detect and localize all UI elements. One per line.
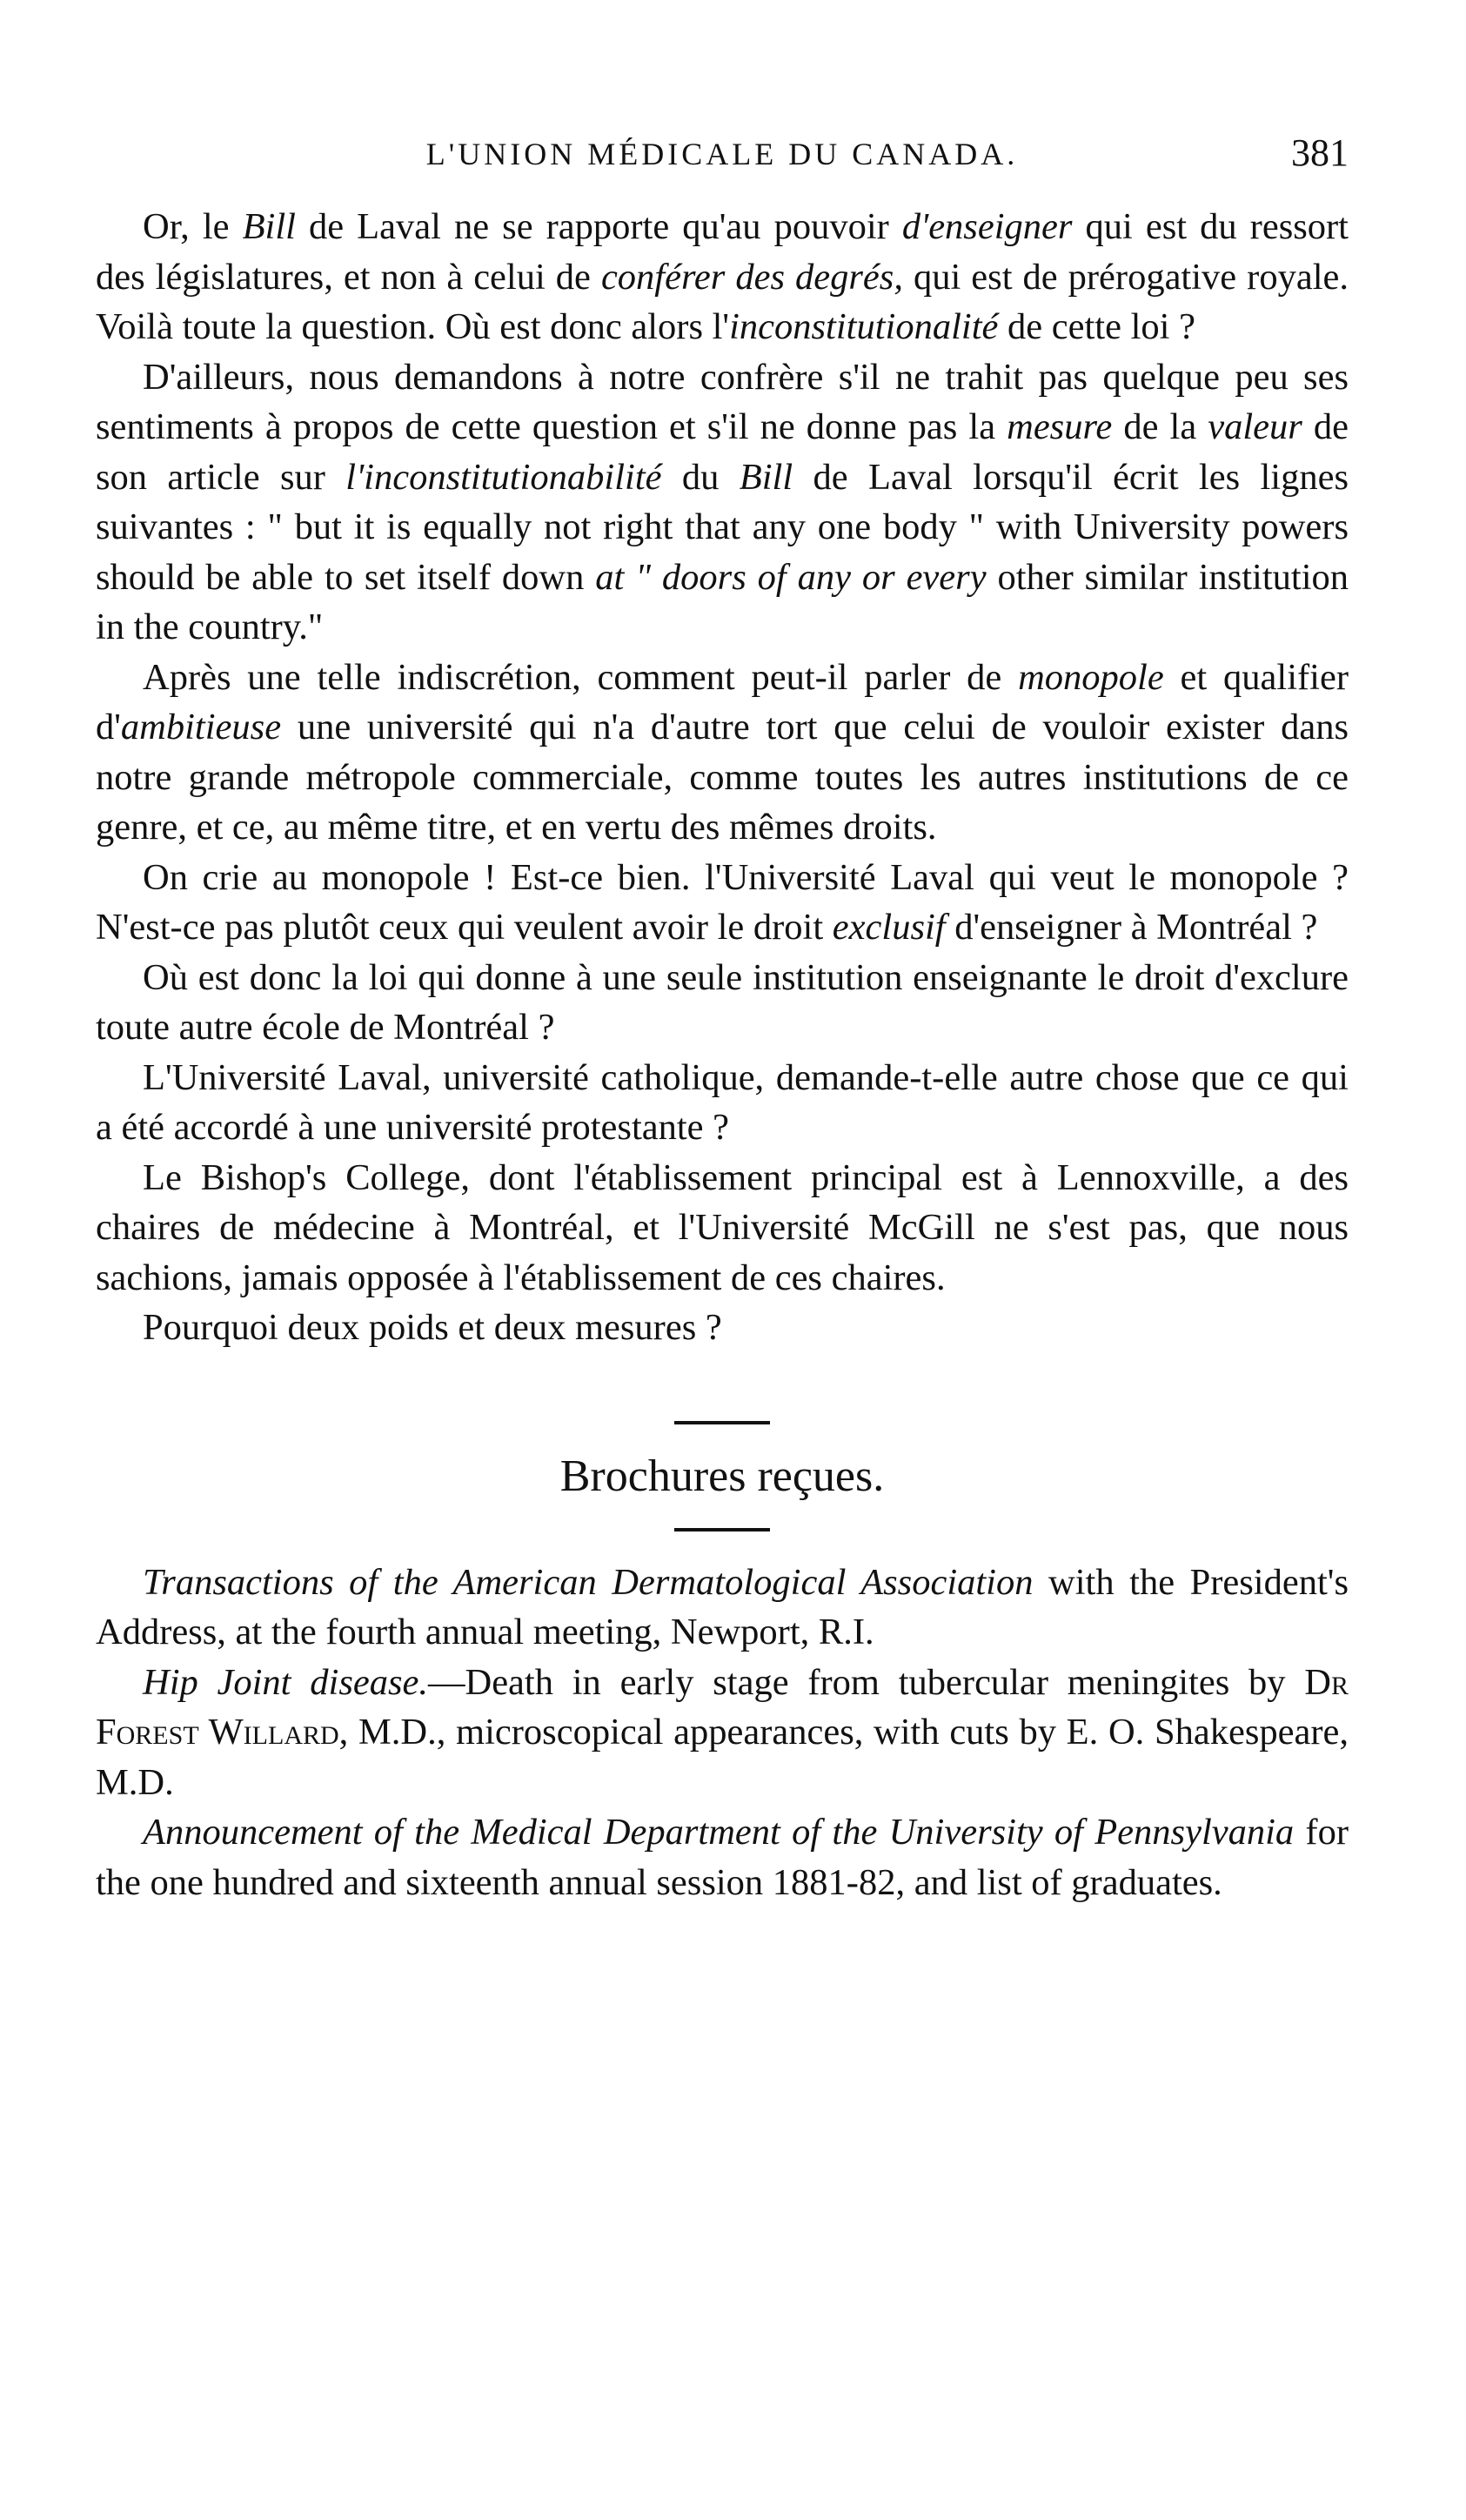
text-run: Où est donc la loi qui donne à une seule institution enseignante le droit d'exclure toute autre école de Montréal ? [96, 956, 1349, 1048]
italic-text: l'inconstitutionabilité [345, 456, 662, 498]
italic-text: conférer des degrés, [600, 256, 903, 298]
text-run: D'ailleurs, nous demandons à notre confrère s'il ne trahit pas quelque peu ses sentiments à propos de cette question et s'il ne donne pas la [96, 356, 1349, 447]
italic-text: d'enseigner [901, 206, 1073, 247]
article-paragraph [96, 202, 1349, 352]
text-run: for the one hundred and sixteenth annual session 1881-82, and list of graduates. [96, 1812, 1349, 1903]
brochure-list [96, 1558, 1349, 1908]
italic-text: inconstitutionalité [729, 306, 999, 347]
article-paragraph [96, 1303, 1349, 1353]
italic-text: Announcement of the Medical Department of the University of Pennsylvania [143, 1812, 1295, 1853]
brochure-entry [96, 1807, 1349, 1907]
text-run: —Death in early stage from tubercular meningites by [428, 1661, 1305, 1703]
text-run: Le Bishop's College, dont l'établissement principal est à Lennoxville, a des chaires de médecine à Montréal, et l'Université McGill ne s'est pas, que nous sachions, jamais opposée à l'établissement de ces chaires. [96, 1156, 1349, 1298]
italic-text: Transactions of the American Dermatological Association [143, 1561, 1034, 1603]
page-number: 381 [1291, 131, 1349, 174]
text-run: d'enseigner à Montréal ? [945, 907, 1318, 948]
text-run: qui est de prérogative royale. Voilà toute la question. Où est donc alors l' [96, 256, 1349, 347]
article-paragraph [96, 953, 1349, 1053]
text-run: Pourquoi deux poids et deux mesures ? [143, 1307, 722, 1348]
text-run: du [661, 456, 740, 498]
text-run: , M.D., microscopical appearances, with cuts by E. O. Shakespeare, M.D. [96, 1712, 1349, 1803]
page-header [96, 131, 1349, 183]
article-paragraph [96, 653, 1349, 853]
text-run: de Laval ne se rapporte qu'au pouvoir [295, 206, 902, 247]
text-run: L'Université Laval, université catholique, demande-t-elle autre chose que ce qui a été accordé à une université protestante ? [96, 1056, 1349, 1148]
italic-text: Bill [242, 206, 296, 247]
section-divider-bottom [674, 1528, 770, 1531]
text-run: de Laval lorsqu'il écrit les lignes suivantes : " but it is equally not right that any one body " with University powers should be able to set itself down [96, 456, 1349, 598]
text-run: qui est du ressort des législatures, et non à celui de [96, 206, 1349, 298]
text-run: et qualifier d' [96, 656, 1349, 747]
italic-text: exclusif [832, 907, 946, 948]
italic-text: Bill [739, 456, 793, 498]
article-paragraph [96, 352, 1349, 653]
article-paragraphs [96, 202, 1349, 1353]
text-run: de son article sur [96, 406, 1349, 498]
italic-text: mesure [1007, 406, 1113, 447]
italic-text: monopole [1018, 656, 1164, 698]
running-title: L'UNION MÉDICALE DU CANADA. [425, 137, 1019, 171]
text-run: other similar institution in the country." [96, 556, 1349, 647]
text-run: Or, le [143, 206, 243, 247]
text-run: Après une telle indiscrétion, comment peut-il parler de [143, 656, 1019, 698]
text-run: On crie au monopole ! Est-ce bien. l'Université Laval qui veut le monopole ? N'est-ce pas plutôt ceux qui veulent avoir le droit [96, 856, 1349, 948]
article-paragraph [96, 1053, 1349, 1153]
section-divider-top [674, 1421, 770, 1424]
text-run: de la [1112, 406, 1208, 447]
italic-text: at " doors of any or every [595, 556, 987, 598]
text-run: une université qui n'a d'autre tort que celui de vouloir exister dans notre grande métropole commerciale, comme toutes les autres institutions de ce genre, et ce, au même titre, et en vertu des mêmes droits. [96, 707, 1349, 848]
brochure-entry [96, 1658, 1349, 1808]
text-run: de cette loi ? [998, 306, 1195, 347]
italic-text: ambitieuse [120, 707, 282, 747]
brochure-entry [96, 1558, 1349, 1658]
italic-text: valeur [1208, 406, 1302, 447]
article-body [96, 202, 1349, 1907]
article-paragraph [96, 853, 1349, 953]
section-title: Brochures reçues. [559, 1451, 885, 1501]
author-name: Dr Forest Willard [96, 1661, 1349, 1753]
italic-text: Hip Joint disease. [143, 1661, 428, 1703]
text-run: with the President's Address, at the fourth annual meeting, Newport, R.I. [96, 1561, 1349, 1652]
article-paragraph [96, 1153, 1349, 1304]
